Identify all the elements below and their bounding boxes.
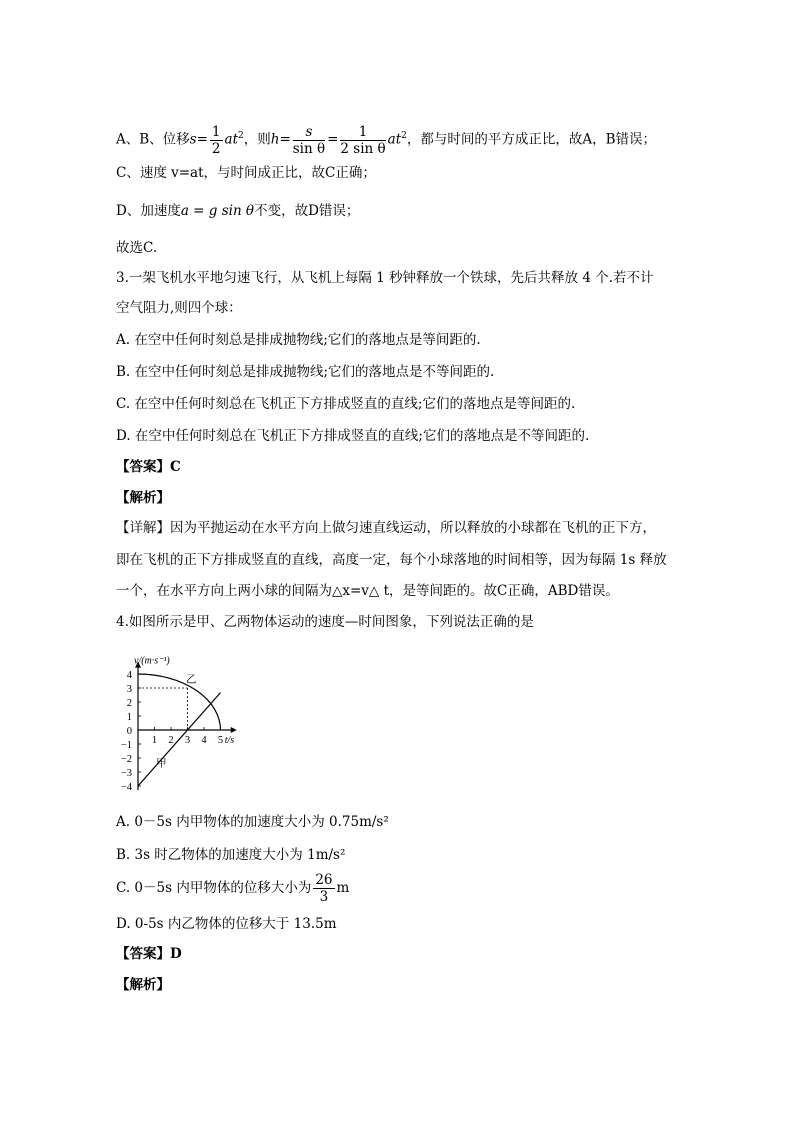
y-tick-label: 3 [126,684,132,695]
series-jia-line [138,693,224,786]
den: sin θ [292,140,326,157]
question-4-answer: 【答案】D [116,946,182,962]
velocity-time-graph [108,645,258,805]
x-tick-label: 4 [201,735,207,746]
text: m [336,880,350,896]
question-4-stem: 4.如图所示是甲、乙两物体运动的速度—时间图象，下列说法正确的是 [116,614,534,630]
question-3-explain-1: 【详解】因为平抛运动在水平方向上做匀速直线运动，所以释放的小球都在飞机的正下方， [116,520,656,536]
math-at: at [224,131,238,148]
question-3-line1: 3.一架飞机水平地匀速飞行，从飞机上每隔 1 秒钟释放一个铁球，先后共释放 4 个.若不计 [116,270,654,286]
line-option-ab: A、B、位移s= $\frac{1}{2}$ $at^2$，则h= $\frac{s}{\text{sin θ}}$ = $\frac{1}{\text{2 sin θ}}$ $at^2$，都与时间的平方成正比，故A，B错误； [116,123,657,157]
line-choose-c: 故选C. [116,240,158,256]
question-4-analysis-label: 【解析】 [116,977,170,993]
den: 3 [319,889,329,905]
math-at: at [387,131,402,148]
y-tick-label: −3 [120,768,132,779]
sup: 2 [238,131,244,141]
question-4-option-b: B. 3s 时乙物体的加速度大小为 1m/s² [116,847,346,863]
math-a: a = g sin θ [180,203,255,219]
text: ，则 [243,131,271,148]
y-tick-label: −4 [120,782,132,793]
y-tick-label: 0 [126,726,132,737]
den: 2 [211,140,221,157]
question-3-analysis-label: 【解析】 [116,490,170,506]
math-h: h [270,131,280,148]
question-3-answer: 【答案】C [116,459,181,475]
x-tick-label: 3 [184,735,191,746]
question-4-option-a: A. 0－5s 内甲物体的加速度大小为 0.75m/s² [116,814,389,830]
x-tick-label: 2 [168,735,174,746]
line-option-d [116,201,359,221]
y-tick-label: 2 [126,698,132,709]
x-axis-label: t/s [224,735,235,746]
question-3-option-c: C. 在空中任何时刻总在飞机正下方排成竖直的直线;它们的落地点是等间距的. [116,396,576,412]
series-jia-label: 甲 [156,757,167,770]
question-4-option-d: D. 0-5s 内乙物体的位移大于 13.5m [116,916,337,932]
y-axis-label: v/(m·s⁻¹) [134,655,170,667]
fraction-half [210,124,223,157]
question-3-line2: 空气阻力,则四个球： [116,300,242,316]
question-4-option-c [116,868,349,908]
question-3-option-d: D. 在空中任何时刻总在飞机正下方排成竖直的直线;它们的落地点是不等间距的. [116,428,590,444]
text: 不变，故D错误； [254,203,360,219]
num: 1 [211,123,221,140]
x-axis-arrow [231,727,237,733]
num: 26 [315,872,333,888]
fraction-1-2sin [340,124,385,157]
text: ，都与时间的平方成正比，故A，B错误； [406,131,657,148]
fraction-26-3 [313,872,334,905]
series-yi-label: 乙 [185,673,197,686]
question-3-explain-2: 即在飞机的正下方排成竖直的直线，高度一定，每个小球落地的时间相等，因为每隔 1s 释放 [116,552,667,568]
den: 2 sin θ [340,140,386,157]
eq: = [196,131,208,148]
text: A、B、位移 [116,131,190,148]
math-s: s [189,131,197,148]
line-option-c: C、速度 v=at，与时间成正比，故C正确； [116,165,376,181]
question-3-explain-3: 一个，在水平方向上两小球的间隔为△x=v△ t，是等间距的。故C正确，ABD错误。 [116,583,619,599]
y-tick-label: 1 [126,712,132,723]
y-tick-label: 4 [126,670,132,681]
x-tick-label: 1 [151,735,158,746]
num: s [293,124,325,141]
text: D、加速度 [116,203,181,219]
y-tick-label: −1 [120,740,132,751]
text: C. 0－5s 内甲物体的位移大小为 [116,880,312,896]
x-tick-label: 5 [217,735,224,746]
fraction-s-sin [293,124,325,157]
y-tick-label: −2 [120,754,132,765]
question-3-option-b: B. 在空中任何时刻总是排成抛物线;它们的落地点是不等间距的. [116,364,495,380]
series-yi-curve [138,674,221,730]
num: 1 [340,124,385,141]
question-3-option-a: A. 在空中任何时刻总是排成抛物线;它们的落地点是等间距的. [116,332,481,348]
